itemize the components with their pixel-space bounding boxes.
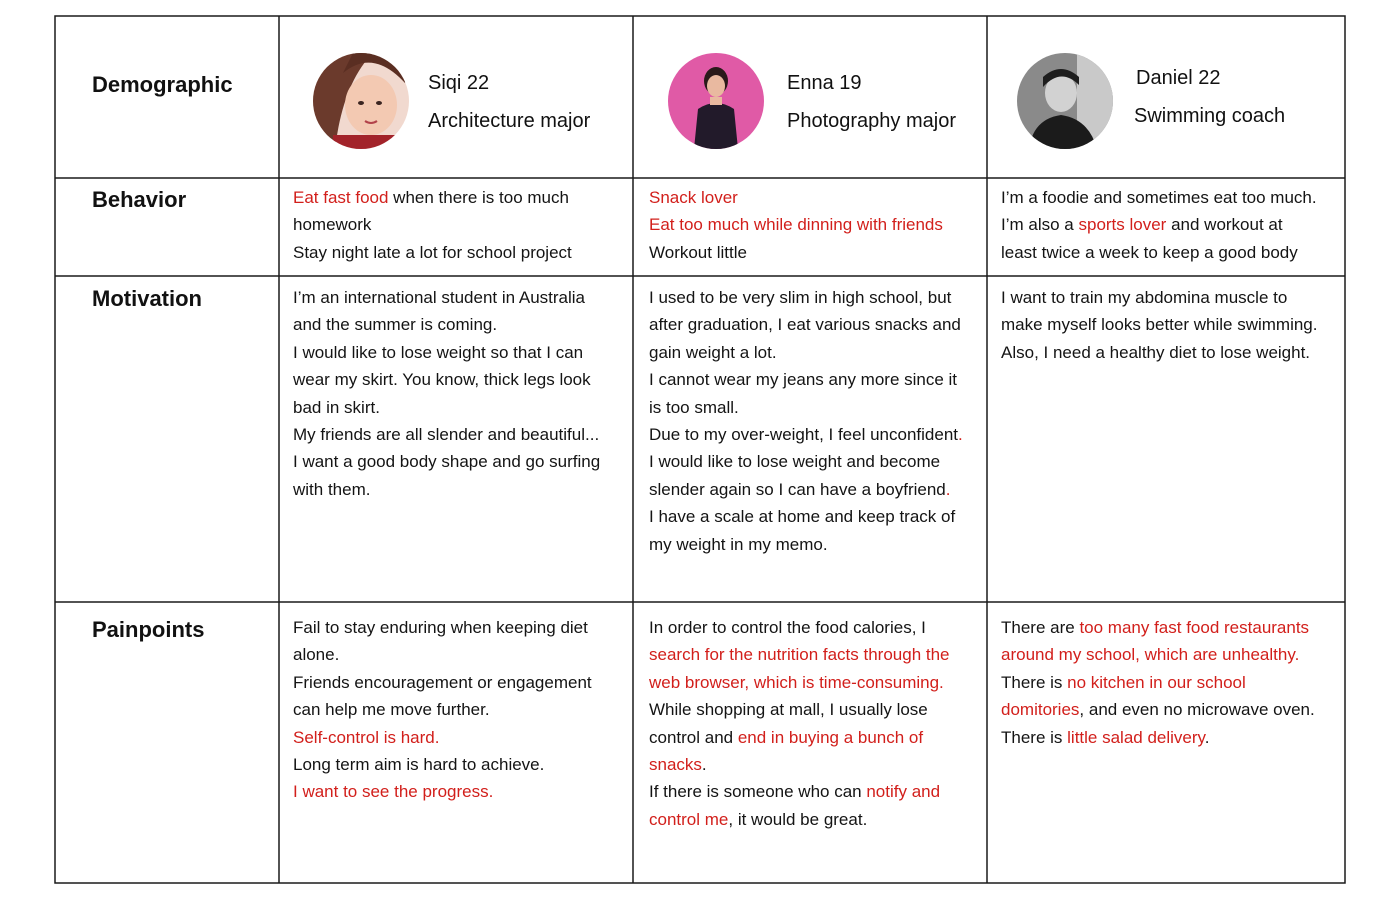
plain-text: Long term aim is hard to achieve. (293, 755, 545, 775)
painpoints-text (293, 614, 623, 806)
plain-text: I’m an international student in Australia (293, 288, 586, 307)
text-line (649, 696, 979, 723)
painpoints-text (649, 614, 979, 833)
highlighted-text: Eat too much while dinning with friends (649, 215, 943, 235)
persona-name: Enna 19 (787, 72, 862, 94)
text-line (293, 641, 623, 668)
plain-text: my weight in my memo. (649, 534, 828, 554)
highlighted-text: sports lover (1078, 215, 1167, 235)
plain-text: There are (1001, 618, 1080, 637)
motivation-text (1001, 284, 1341, 366)
plain-text: wear my skirt. You know, thick legs look (293, 370, 591, 390)
person-photo-icon (313, 53, 409, 149)
plain-text: I cannot wear my jeans any more since it (649, 370, 958, 390)
plain-text: . (1204, 727, 1210, 747)
text-line (649, 366, 979, 393)
plain-text: and the summer is coming. (293, 315, 498, 335)
row-label-motivation: Motivation (92, 286, 202, 311)
plain-text: There is (1001, 672, 1068, 692)
plain-text: , and even no microwave oven. (1079, 700, 1315, 720)
highlighted-text: . (945, 479, 951, 499)
text-line (649, 239, 979, 266)
plain-text: Due to my over-weight, I feel unconfident (649, 425, 958, 445)
highlighted-text: too many fast food restaurants (1079, 618, 1310, 637)
text-line (1001, 669, 1341, 696)
plain-text: with them. (293, 479, 371, 499)
highlighted-text: notify and (866, 782, 941, 802)
text-line (293, 211, 623, 238)
text-line (649, 751, 979, 778)
highlighted-text: no kitchen in our school (1067, 672, 1246, 692)
row-label-behavior: Behavior (92, 187, 187, 212)
text-line (293, 421, 623, 448)
text-line (293, 751, 623, 778)
highlighted-text: Self-control is hard. (293, 727, 440, 747)
plain-text: My friends are all slender and beautiful... (293, 425, 600, 445)
motivation-text (649, 284, 979, 558)
text-line (293, 311, 623, 338)
behavior-text (293, 184, 623, 266)
plain-text: Workout little (649, 242, 747, 262)
row-label-demographic: Demographic (92, 72, 233, 97)
plain-text: make myself looks better while swimming. (1001, 315, 1318, 335)
text-line (1001, 311, 1341, 338)
text-line (293, 184, 623, 211)
behavior-text (649, 184, 979, 266)
text-line (649, 531, 979, 558)
text-line (1001, 239, 1341, 266)
text-line (649, 311, 979, 338)
highlighted-text: . (958, 425, 963, 445)
plain-text: I would like to lose weight and become (649, 452, 941, 472)
plain-text: slender again so I can have a boyfriend (649, 479, 946, 499)
text-line (1001, 339, 1341, 366)
motivation-text (293, 284, 623, 503)
highlighted-text: I want to see the progress. (293, 782, 494, 802)
text-line (649, 641, 979, 668)
text-line (293, 394, 623, 421)
person-photo-icon (668, 53, 764, 149)
plain-text: I want to train my abdomina muscle to (1001, 288, 1288, 307)
plain-text: . (701, 755, 707, 775)
text-line (649, 394, 979, 421)
plain-text: I used to be very slim in high school, but (649, 288, 952, 307)
highlighted-text: end in buying a bunch of (737, 727, 924, 747)
plain-text: , it would be great. (728, 809, 868, 829)
plain-text: gain weight a lot. (649, 342, 777, 362)
plain-text: alone. (293, 645, 340, 665)
text-line (649, 184, 979, 211)
highlighted-text: search for the nutrition facts through the (649, 645, 950, 665)
text-line (293, 696, 623, 723)
text-line (649, 421, 979, 448)
persona-name: Daniel 22 (1136, 67, 1221, 89)
painpoints-text (1001, 614, 1341, 751)
text-line (1001, 724, 1341, 751)
plain-text: In order to control the food calories, I (649, 618, 926, 637)
plain-text: I want a good body shape and go surfing (293, 452, 601, 472)
text-line (649, 339, 979, 366)
text-line (293, 614, 623, 641)
text-line (649, 284, 979, 311)
text-line (649, 614, 979, 641)
text-line (1001, 211, 1341, 238)
text-line (293, 366, 623, 393)
text-line (649, 669, 979, 696)
text-line (649, 503, 979, 530)
avatar (668, 53, 764, 149)
text-line (293, 339, 623, 366)
plain-text: and workout at (1166, 215, 1283, 235)
plain-text: when there is too much (388, 188, 569, 207)
behavior-text (1001, 184, 1341, 266)
text-line (649, 806, 979, 833)
text-line (293, 476, 623, 503)
plain-text: homework (293, 215, 372, 235)
text-line (649, 448, 979, 475)
plain-text: I would like to lose weight so that I can (293, 342, 584, 362)
row-label-painpoints: Painpoints (92, 617, 205, 642)
avatar (1017, 53, 1113, 149)
highlighted-text: domitories (1001, 700, 1080, 720)
text-line (1001, 284, 1341, 311)
plain-text: I’m also a (1001, 215, 1079, 235)
persona-name: Siqi 22 (428, 72, 490, 94)
plain-text: least twice a week to keep a good body (1001, 242, 1298, 262)
text-line (293, 448, 623, 475)
plain-text: Also, I need a healthy diet to lose weight. (1001, 342, 1311, 362)
avatar (313, 53, 409, 149)
person-photo-icon (1017, 53, 1113, 149)
plain-text: Fail to stay enduring when keeping diet (293, 618, 588, 637)
text-line (293, 724, 623, 751)
plain-text: I’m a foodie and sometimes eat too much. (1001, 188, 1317, 207)
plain-text: is too small. (649, 397, 739, 417)
text-line (1001, 184, 1341, 211)
highlighted-text: snacks (649, 755, 702, 775)
text-line (1001, 696, 1341, 723)
text-line (1001, 641, 1341, 668)
plain-text: bad in skirt. (293, 397, 380, 417)
persona-role: Architecture major (428, 110, 591, 132)
plain-text: control and (649, 727, 738, 747)
text-line (649, 476, 979, 503)
highlighted-text: little salad delivery (1067, 727, 1205, 747)
text-line (649, 724, 979, 751)
text-line (649, 778, 979, 805)
highlighted-text: Eat fast food (293, 188, 389, 207)
highlighted-text: control me (649, 809, 729, 829)
plain-text: There is (1001, 727, 1068, 747)
persona-role: Photography major (787, 110, 956, 132)
text-line (649, 211, 979, 238)
highlighted-text: Snack lover (649, 188, 738, 207)
highlighted-text: around my school, which are unhealthy. (1001, 645, 1300, 665)
plain-text: I have a scale at home and keep track of (649, 507, 956, 527)
persona-role: Swimming coach (1134, 105, 1286, 127)
text-line (293, 239, 623, 266)
plain-text: can help me move further. (293, 700, 490, 720)
text-line (1001, 614, 1341, 641)
plain-text: after graduation, I eat various snacks and (649, 315, 961, 335)
plain-text: Stay night late a lot for school project (293, 242, 572, 262)
plain-text: If there is someone who can (649, 782, 867, 802)
plain-text: Friends encouragement or engagement (293, 672, 592, 692)
text-line (293, 669, 623, 696)
text-line (293, 778, 623, 805)
text-line (293, 284, 623, 311)
highlighted-text: web browser, which is time-consuming. (649, 672, 944, 692)
plain-text: While shopping at mall, I usually lose (649, 700, 928, 720)
